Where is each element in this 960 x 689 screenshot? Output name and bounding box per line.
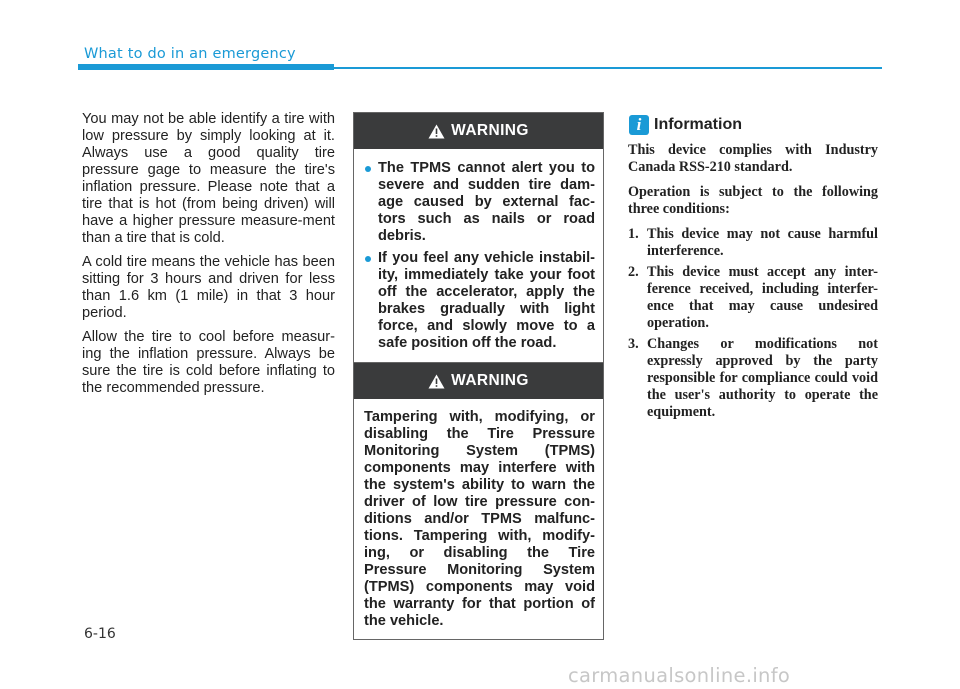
section-title: What to do in an emergency bbox=[84, 46, 296, 62]
warning-header bbox=[354, 363, 603, 399]
information-intro: This device complies with Industry Canada RSS-210 standard. bbox=[628, 142, 878, 175]
header-rule-thick bbox=[78, 64, 334, 70]
information-title: Information bbox=[654, 116, 742, 133]
warning-triangle-icon bbox=[428, 374, 445, 389]
warning-bullet: The TPMS cannot alert you to severe and sudden tire dam-age caused by external fac-tors such as nails or road debris. bbox=[364, 160, 595, 245]
info-icon: i bbox=[629, 115, 649, 135]
condition-item: 1. This device may not cause harmful interference. bbox=[628, 226, 878, 259]
paragraph: Allow the tire to cool before measur-ing the inflation pressure. Always be sure the tire is cold before inflating to the recommended pressure. bbox=[82, 329, 335, 396]
header-rule-thin bbox=[334, 67, 882, 69]
bullet-dot-icon bbox=[365, 256, 371, 262]
paragraph: A cold tire means the vehicle has been sitting for 3 hours and driven for less than 1.6 km (1 mile) in that 3 hour period. bbox=[82, 254, 335, 321]
warning-box-tampering bbox=[353, 362, 604, 640]
information-body bbox=[628, 142, 878, 425]
warning-heading: WARNING bbox=[451, 372, 529, 389]
condition-item: 3. Changes or modifications not expressly approved by the party responsible for compliance could void the user's authority to operate the equipment. bbox=[628, 336, 878, 420]
page-number: 6-16 bbox=[84, 626, 116, 642]
warning-body: Tampering with, modifying, or disabling the Tire Pressure Monitoring System (TPMS) components may interfere with the system's ability to warn the driver of low tire pressure con-ditions and/or TPMS malfunc-tions. Tampering with, modify-ing, or disabling the Tire Pressure Monitoring System (TPMS) components may void the warranty for that portion of the vehicle. bbox=[364, 409, 595, 629]
paragraph: You may not be able identify a tire with low pressure by simply looking at it. Always use a good quality tire pressure gage to measure the tire's inflation pressure. Please note that a tire that is hot (from being driven) will have a higher pressure measure-ment than a tire that is cold. bbox=[82, 111, 335, 246]
bullet-dot-icon bbox=[365, 166, 371, 172]
warning-header bbox=[354, 113, 603, 149]
warning-box-tpms bbox=[353, 112, 604, 367]
warning-body bbox=[354, 149, 603, 366]
information-lead: Operation is subject to the following three conditions: bbox=[628, 184, 878, 217]
condition-item: 2. This device must accept any inter-ference received, including interfer-ence that may cause undesired operation. bbox=[628, 264, 878, 331]
watermark: carmanualsonline.info bbox=[568, 664, 791, 687]
warning-bullet: If you feel any vehicle instabil-ity, immediately take your foot off the accelerator, apply the brakes gradually with light force, and slowly move to a safe position off the road. bbox=[364, 250, 595, 352]
warning-triangle-icon bbox=[428, 124, 445, 139]
warning-heading: WARNING bbox=[451, 122, 529, 139]
left-column bbox=[82, 111, 335, 404]
